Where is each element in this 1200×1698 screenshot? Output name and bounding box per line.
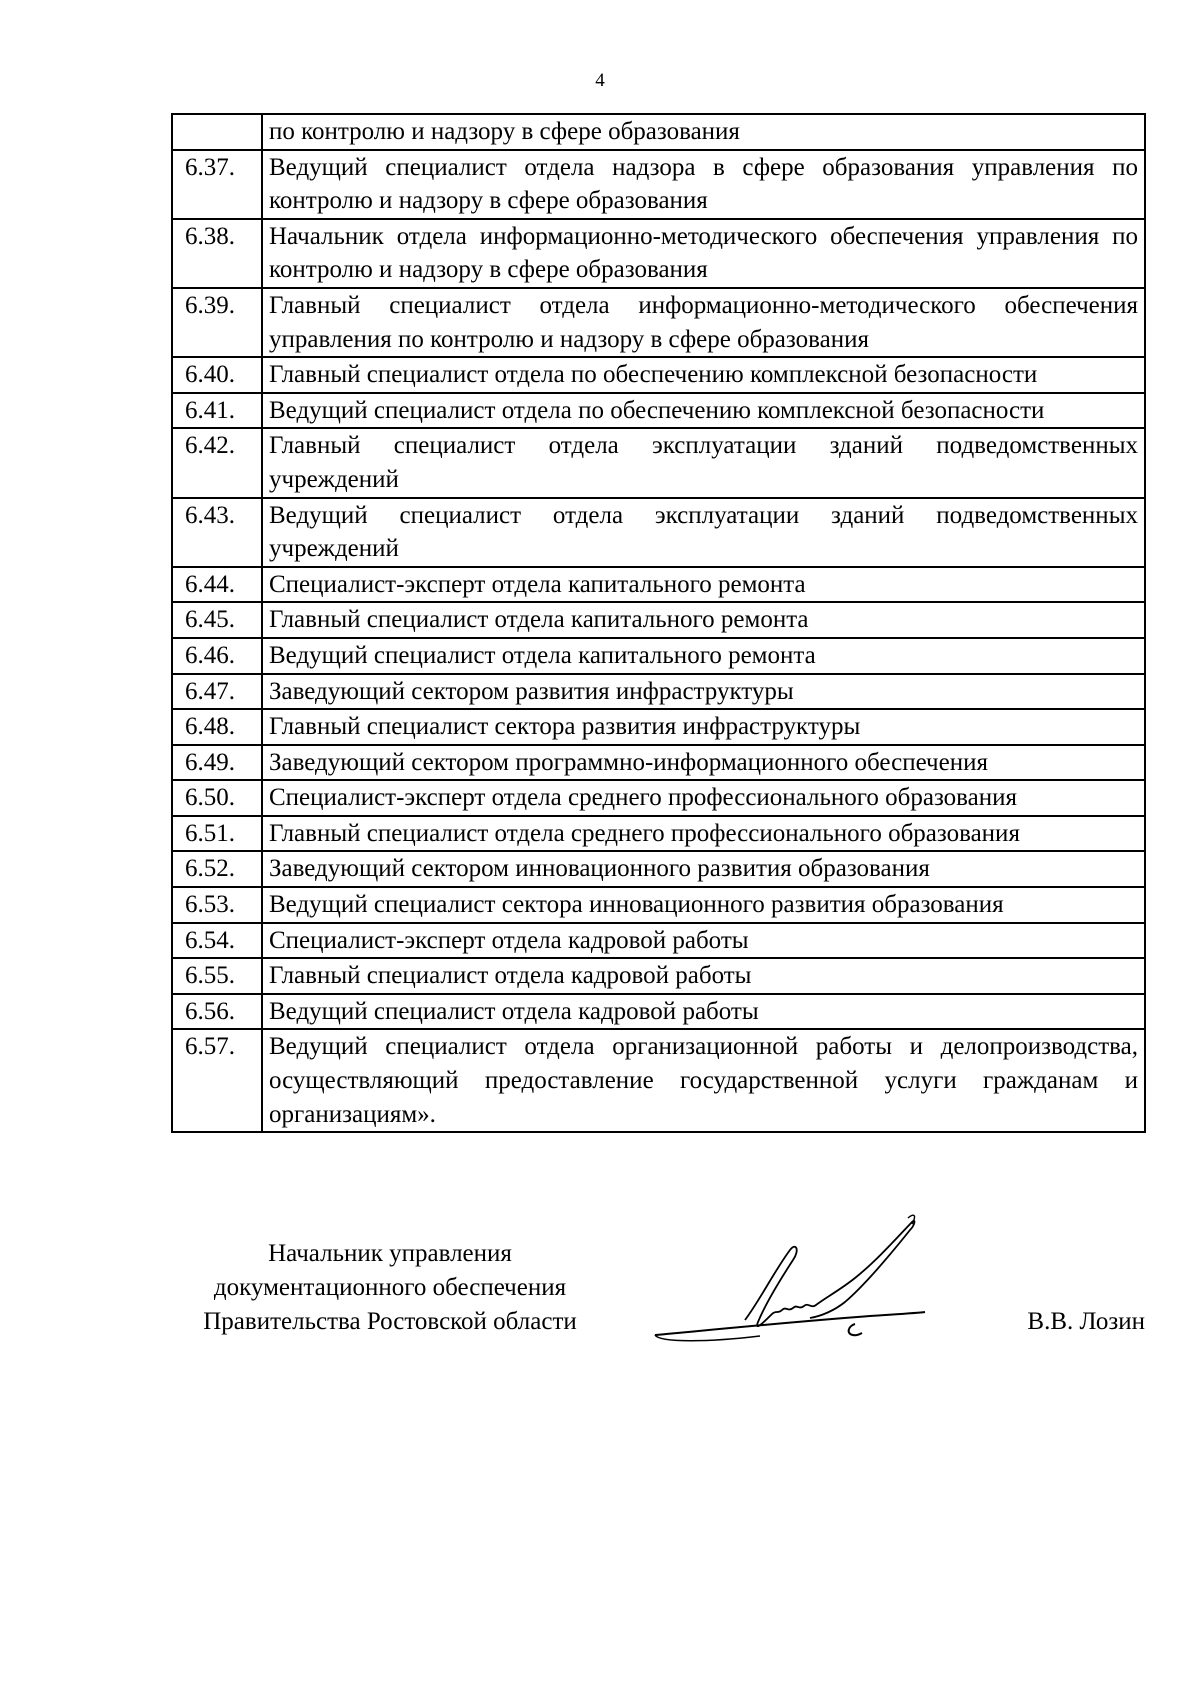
row-number: 6.55. [172,958,262,994]
row-number [172,114,262,150]
table-row [172,887,1145,923]
position-title: Ведущий специалист отдела капитального ремонта [262,638,1145,674]
position-title: по контролю и надзору в сфере образования [262,114,1145,150]
position-title: Ведущий специалист отдела по обеспечению комплексной безопасности [262,393,1145,429]
row-number: 6.42. [172,428,262,497]
position-title: Ведущий специалист сектора инновационного развития образования [262,887,1145,923]
position-title: Ведущий специалист отдела кадровой работы [262,994,1145,1030]
positions-table [171,113,1146,1133]
row-number: 6.41. [172,393,262,429]
row-number: 6.47. [172,674,262,710]
table-row [172,709,1145,745]
position-title: Главный специалист отдела среднего профессионального образования [262,816,1145,852]
position-title: Заведующий сектором развития инфраструктуры [262,674,1145,710]
table-row [172,816,1145,852]
table-row [172,498,1145,567]
position-title: Главный специалист отдела эксплуатации зданий подведомственных учреждений [262,428,1145,497]
position-title: Главный специалист отдела кадровой работы [262,958,1145,994]
table-row [172,958,1145,994]
table-row [172,219,1145,288]
signatory-name: В.В. Лозин [1027,1308,1145,1335]
row-number: 6.43. [172,498,262,567]
row-number: 6.53. [172,887,262,923]
row-number: 6.50. [172,780,262,816]
positions-table-body [172,114,1145,1132]
table-row [172,745,1145,781]
position-title: Специалист-эксперт отдела кадровой работы [262,923,1145,959]
table-row [172,851,1145,887]
position-title: Главный специалист отдела по обеспечению комплексной безопасности [262,357,1145,393]
row-number: 6.44. [172,567,262,603]
position-title: Ведущий специалист отдела надзора в сфере образования управления по контролю и надзору в сфере образования [262,150,1145,219]
table-row [172,150,1145,219]
position-title: Заведующий сектором программно-информационного обеспечения [262,745,1145,781]
signatory-position-line-3: Правительства Ростовской области [203,1308,577,1335]
table-row [172,994,1145,1030]
table-row [172,114,1145,150]
table-row [172,638,1145,674]
row-number: 6.40. [172,357,262,393]
position-title: Заведующий сектором инновационного развития образования [262,851,1145,887]
row-number: 6.39. [172,288,262,357]
row-number: 6.38. [172,219,262,288]
table-row [172,428,1145,497]
row-number: 6.37. [172,150,262,219]
position-title: Ведущий специалист отдела организационной работы и делопроизводства, осуществляющий предоставление государственной услуги гражданам и организациям». [262,1029,1145,1132]
position-title: Главный специалист отдела капитального ремонта [262,602,1145,638]
row-number: 6.54. [172,923,262,959]
signatory-position-line-1: Начальник управления [268,1240,512,1267]
table-row [172,674,1145,710]
position-title: Ведущий специалист отдела эксплуатации зданий подведомственных учреждений [262,498,1145,567]
row-number: 6.49. [172,745,262,781]
row-number: 6.45. [172,602,262,638]
row-number: 6.57. [172,1029,262,1132]
position-title: Специалист-эксперт отдела среднего профессионального образования [262,780,1145,816]
table-row [172,1029,1145,1132]
signatory-position-line-2: документационного обеспечения [213,1274,567,1301]
handwritten-signature [650,1210,980,1360]
table-row [172,923,1145,959]
row-number: 6.51. [172,816,262,852]
table-row [172,567,1145,603]
signatory-position [150,1237,630,1339]
table-row [172,780,1145,816]
table-row [172,602,1145,638]
table-row [172,393,1145,429]
row-number: 6.52. [172,851,262,887]
position-title: Начальник отдела информационно-методического обеспечения управления по контролю и надзору в сфере образования [262,219,1145,288]
position-title: Специалист-эксперт отдела капитального ремонта [262,567,1145,603]
page-number: 4 [595,70,605,91]
row-number: 6.56. [172,994,262,1030]
position-title: Главный специалист сектора развития инфраструктуры [262,709,1145,745]
table-row [172,357,1145,393]
position-title: Главный специалист отдела информационно-методического обеспечения управления по контролю и надзору в сфере образования [262,288,1145,357]
row-number: 6.46. [172,638,262,674]
table-row [172,288,1145,357]
row-number: 6.48. [172,709,262,745]
